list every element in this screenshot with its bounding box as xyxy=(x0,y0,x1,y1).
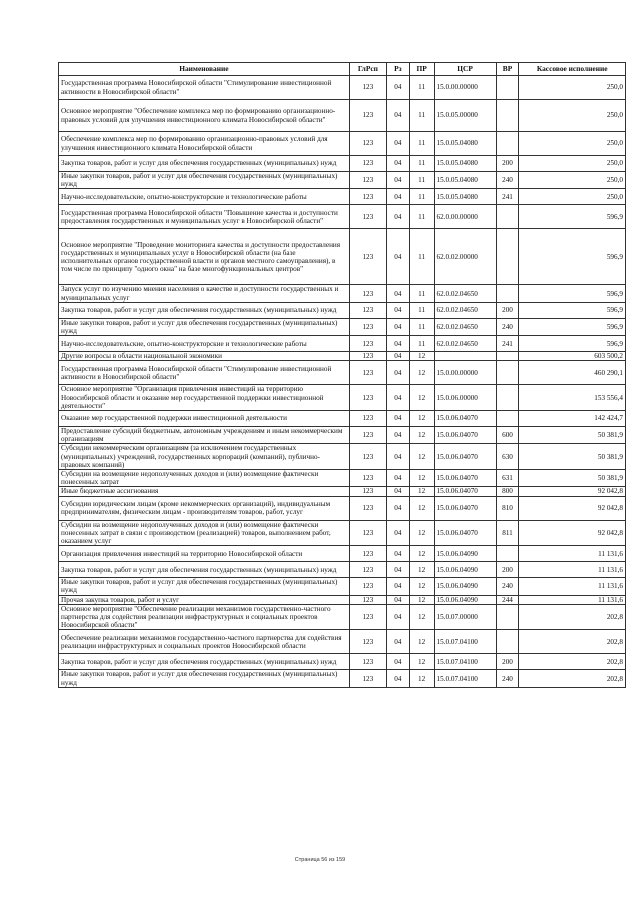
table-row xyxy=(59,205,626,229)
row-glrsp: 123 xyxy=(349,578,386,595)
row-pr: 11 xyxy=(409,336,434,352)
row-pr: 12 xyxy=(409,427,434,444)
row-name: Субсидии некоммерческим организациям (за исключением государственных (муниципальных) учреждений, государственных корпораций (компаний), публично-правовых компаний) xyxy=(59,444,350,470)
row-csr: 62.0.02.00000 xyxy=(434,229,496,285)
row-vr: 200 xyxy=(496,302,519,318)
row-amount: 250,0 xyxy=(519,156,626,172)
table-row xyxy=(59,100,626,132)
row-name: Научно-исследовательские, опытно-конструкторские и технологические работы xyxy=(59,336,350,352)
row-amount: 11 131,6 xyxy=(519,562,626,578)
row-pr: 12 xyxy=(409,630,434,654)
row-glrsp: 123 xyxy=(349,189,386,205)
row-csr: 62.0.02.04650 xyxy=(434,318,496,335)
row-csr: 15.0.06.04070 xyxy=(434,496,496,520)
row-glrsp: 123 xyxy=(349,604,386,630)
row-glrsp: 123 xyxy=(349,302,386,318)
row-pr: 12 xyxy=(409,470,434,487)
row-csr: 15.0.06.04070 xyxy=(434,444,496,470)
row-vr xyxy=(496,361,519,385)
table-row xyxy=(59,229,626,285)
row-rz: 04 xyxy=(386,205,409,229)
row-csr: 62.0.00.00000 xyxy=(434,205,496,229)
row-name: Основное мероприятие "Обеспечение реализации механизмов государственно-частного партнерства для содействия реализации инфраструктурных и социальных проектов Новосибирской области" xyxy=(59,604,350,630)
table-row xyxy=(59,546,626,562)
row-csr: 15.0.06.04070 xyxy=(434,427,496,444)
row-pr: 11 xyxy=(409,229,434,285)
row-amount: 250,0 xyxy=(519,76,626,100)
row-csr: 15.0.07.04100 xyxy=(434,654,496,670)
row-csr: 15.0.05.00000 xyxy=(434,100,496,132)
row-rz: 04 xyxy=(386,562,409,578)
row-rz: 04 xyxy=(386,229,409,285)
table-row xyxy=(59,562,626,578)
row-vr xyxy=(496,132,519,156)
row-amount: 596,9 xyxy=(519,205,626,229)
row-glrsp: 123 xyxy=(349,76,386,100)
row-rz: 04 xyxy=(386,595,409,604)
row-glrsp: 123 xyxy=(349,630,386,654)
table-row xyxy=(59,172,626,189)
table-row xyxy=(59,189,626,205)
table-row xyxy=(59,285,626,302)
row-pr: 12 xyxy=(409,654,434,670)
row-pr: 11 xyxy=(409,302,434,318)
row-pr: 11 xyxy=(409,189,434,205)
row-glrsp: 123 xyxy=(349,318,386,335)
table-row xyxy=(59,630,626,654)
table-row xyxy=(59,496,626,520)
row-name: Обеспечение реализации механизмов государственно-частного партнерства для содействия реализации инфраструктурных и социальных проектов Новосибирской области xyxy=(59,630,350,654)
row-pr: 11 xyxy=(409,100,434,132)
row-csr: 15.0.06.04070 xyxy=(434,487,496,496)
table-row xyxy=(59,352,626,361)
row-name: Запуск услуг по изучению мнения населения о качестве и доступности государственных и муниципальных услуг xyxy=(59,285,350,302)
row-pr: 12 xyxy=(409,562,434,578)
row-csr: 15.0.06.04070 xyxy=(434,520,496,546)
row-glrsp: 123 xyxy=(349,172,386,189)
row-glrsp: 123 xyxy=(349,411,386,427)
row-glrsp: 123 xyxy=(349,229,386,285)
row-csr: 15.0.06.04070 xyxy=(434,470,496,487)
row-csr: 15.0.06.04090 xyxy=(434,546,496,562)
row-pr: 11 xyxy=(409,318,434,335)
row-rz: 04 xyxy=(386,546,409,562)
row-rz: 04 xyxy=(386,411,409,427)
row-amount: 142 424,7 xyxy=(519,411,626,427)
row-pr: 12 xyxy=(409,361,434,385)
row-amount: 153 556,4 xyxy=(519,385,626,411)
row-pr: 12 xyxy=(409,520,434,546)
row-amount: 250,0 xyxy=(519,172,626,189)
row-amount: 92 042,8 xyxy=(519,496,626,520)
table-row xyxy=(59,385,626,411)
row-vr: 241 xyxy=(496,336,519,352)
row-csr: 15.0.06.04090 xyxy=(434,595,496,604)
row-csr: 15.0.05.04080 xyxy=(434,189,496,205)
row-vr: 240 xyxy=(496,318,519,335)
row-amount: 202,8 xyxy=(519,654,626,670)
row-csr: 15.0.07.00000 xyxy=(434,604,496,630)
row-name: Предоставление субсидий бюджетным, автономным учреждениям и иным некоммерческим организациям xyxy=(59,427,350,444)
row-glrsp: 123 xyxy=(349,132,386,156)
row-glrsp: 123 xyxy=(349,520,386,546)
table-row xyxy=(59,604,626,630)
budget-table-page xyxy=(58,62,626,688)
row-rz: 04 xyxy=(386,427,409,444)
row-name: Иные закупки товаров, работ и услуг для обеспечения государственных (муниципальных) нужд xyxy=(59,318,350,335)
row-amount: 11 131,6 xyxy=(519,578,626,595)
row-rz: 04 xyxy=(386,578,409,595)
row-name: Закупка товаров, работ и услуг для обеспечения государственных (муниципальных) нужд xyxy=(59,302,350,318)
row-vr: 240 xyxy=(496,172,519,189)
row-pr: 11 xyxy=(409,205,434,229)
row-amount: 92 042,8 xyxy=(519,487,626,496)
row-name: Прочая закупка товаров, работ и услуг xyxy=(59,595,350,604)
table-row xyxy=(59,654,626,670)
row-csr: 15.0.07.04100 xyxy=(434,630,496,654)
header-rz: Рз xyxy=(386,63,409,76)
row-amount: 50 381,9 xyxy=(519,427,626,444)
table-row xyxy=(59,318,626,335)
header-pr: ПР xyxy=(409,63,434,76)
table-row xyxy=(59,76,626,100)
row-amount: 596,9 xyxy=(519,318,626,335)
row-name: Обеспечение комплекса мер по формированию организационно-правовых условий для улучшения инвестиционного климата Новосибирской области xyxy=(59,132,350,156)
row-vr: 240 xyxy=(496,670,519,687)
row-csr: 15.0.06.04070 xyxy=(434,411,496,427)
row-pr: 12 xyxy=(409,444,434,470)
row-pr: 12 xyxy=(409,546,434,562)
row-pr: 12 xyxy=(409,411,434,427)
row-name: Субсидии на возмещение недополученных доходов и (или) возмещение фактически понесенных затрат в связи с производством (реализацией) товаров, выполнением работ, оказанием услуг xyxy=(59,520,350,546)
header-csr: ЦСР xyxy=(434,63,496,76)
table-header-row xyxy=(59,63,626,76)
row-amount: 11 131,6 xyxy=(519,595,626,604)
row-rz: 04 xyxy=(386,336,409,352)
row-amount: 250,0 xyxy=(519,189,626,205)
row-vr xyxy=(496,76,519,100)
row-glrsp: 123 xyxy=(349,100,386,132)
row-rz: 04 xyxy=(386,285,409,302)
row-rz: 04 xyxy=(386,302,409,318)
row-glrsp: 123 xyxy=(349,562,386,578)
row-vr xyxy=(496,604,519,630)
row-pr: 11 xyxy=(409,132,434,156)
row-vr xyxy=(496,385,519,411)
row-glrsp: 123 xyxy=(349,546,386,562)
table-row xyxy=(59,411,626,427)
row-vr: 200 xyxy=(496,654,519,670)
table-row xyxy=(59,361,626,385)
row-vr: 241 xyxy=(496,189,519,205)
row-amount: 202,8 xyxy=(519,604,626,630)
row-amount: 50 381,9 xyxy=(519,444,626,470)
row-rz: 04 xyxy=(386,487,409,496)
row-amount: 596,9 xyxy=(519,336,626,352)
row-rz: 04 xyxy=(386,352,409,361)
row-vr: 811 xyxy=(496,520,519,546)
row-rz: 04 xyxy=(386,604,409,630)
row-csr xyxy=(434,352,496,361)
row-glrsp: 123 xyxy=(349,352,386,361)
table-row xyxy=(59,670,626,687)
row-name: Закупка товаров, работ и услуг для обеспечения государственных (муниципальных) нужд xyxy=(59,156,350,172)
row-amount: 202,8 xyxy=(519,630,626,654)
row-vr xyxy=(496,285,519,302)
row-csr: 15.0.05.04080 xyxy=(434,156,496,172)
row-name: Государственная программа Новосибирской области "Стимулирование инвестиционной активности в Новосибирской области" xyxy=(59,76,350,100)
header-amount: Кассовое исполнение xyxy=(519,63,626,76)
row-pr: 11 xyxy=(409,76,434,100)
header-glrsp: ГлРсп xyxy=(349,63,386,76)
table-row xyxy=(59,520,626,546)
row-name: Закупка товаров, работ и услуг для обеспечения государственных (муниципальных) нужд xyxy=(59,654,350,670)
row-rz: 04 xyxy=(386,100,409,132)
row-vr xyxy=(496,546,519,562)
row-name: Иные бюджетные ассигнования xyxy=(59,487,350,496)
row-rz: 04 xyxy=(386,670,409,687)
row-amount: 250,0 xyxy=(519,100,626,132)
row-amount: 50 381,9 xyxy=(519,470,626,487)
row-pr: 12 xyxy=(409,385,434,411)
row-csr: 15.0.07.04100 xyxy=(434,670,496,687)
row-csr: 62.0.02.04650 xyxy=(434,285,496,302)
table-row xyxy=(59,470,626,487)
row-rz: 04 xyxy=(386,654,409,670)
row-csr: 15.0.00.00000 xyxy=(434,76,496,100)
table-row xyxy=(59,595,626,604)
row-name: Закупка товаров, работ и услуг для обеспечения государственных (муниципальных) нужд xyxy=(59,562,350,578)
row-vr: 240 xyxy=(496,578,519,595)
row-glrsp: 123 xyxy=(349,444,386,470)
table-row xyxy=(59,427,626,444)
row-rz: 04 xyxy=(386,496,409,520)
row-glrsp: 123 xyxy=(349,496,386,520)
header-name: Наименование xyxy=(59,63,350,76)
row-name: Государственная программа Новосибирской области "Стимулирование инвестиционной активности в Новосибирской области" xyxy=(59,361,350,385)
row-vr xyxy=(496,411,519,427)
row-name: Основное мероприятие "Проведение мониторинга качества и доступности предоставления государственных и муниципальных услуг в Новосибирской области (на базе исполнительных органов государственной власти и органов местного самоуправления), в том числе по принципу "одного окна" на базе многофункциональных центров" xyxy=(59,229,350,285)
row-csr: 62.0.02.04650 xyxy=(434,336,496,352)
row-name: Иные закупки товаров, работ и услуг для обеспечения государственных (муниципальных) нужд xyxy=(59,578,350,595)
row-amount: 92 042,8 xyxy=(519,520,626,546)
row-glrsp: 123 xyxy=(349,336,386,352)
row-glrsp: 123 xyxy=(349,670,386,687)
row-vr: 200 xyxy=(496,156,519,172)
row-csr: 62.0.02.04650 xyxy=(434,302,496,318)
row-csr: 15.0.05.04080 xyxy=(434,172,496,189)
row-csr: 15.0.06.04090 xyxy=(434,562,496,578)
row-name: Научно-исследовательские, опытно-конструкторские и технологические работы xyxy=(59,189,350,205)
row-glrsp: 123 xyxy=(349,385,386,411)
row-pr: 11 xyxy=(409,172,434,189)
budget-execution-table xyxy=(58,62,626,688)
row-amount: 250,0 xyxy=(519,132,626,156)
row-rz: 04 xyxy=(386,630,409,654)
row-vr xyxy=(496,352,519,361)
row-rz: 04 xyxy=(386,189,409,205)
row-amount: 202,8 xyxy=(519,670,626,687)
row-glrsp: 123 xyxy=(349,470,386,487)
row-pr: 12 xyxy=(409,670,434,687)
row-pr: 12 xyxy=(409,496,434,520)
row-name: Основное мероприятие "Обеспечение комплекса мер по формированию организационно-правовых условий для улучшения инвестиционного климата Новосибирской области" xyxy=(59,100,350,132)
row-glrsp: 123 xyxy=(349,361,386,385)
row-vr: 600 xyxy=(496,427,519,444)
row-name: Иные закупки товаров, работ и услуг для обеспечения государственных (муниципальных) нужд xyxy=(59,670,350,687)
row-glrsp: 123 xyxy=(349,205,386,229)
row-glrsp: 123 xyxy=(349,654,386,670)
row-vr xyxy=(496,229,519,285)
row-pr: 12 xyxy=(409,595,434,604)
table-row xyxy=(59,487,626,496)
row-pr: 12 xyxy=(409,352,434,361)
row-rz: 04 xyxy=(386,132,409,156)
table-row xyxy=(59,302,626,318)
row-rz: 04 xyxy=(386,172,409,189)
table-row xyxy=(59,132,626,156)
row-vr: 244 xyxy=(496,595,519,604)
row-glrsp: 123 xyxy=(349,285,386,302)
row-name: Субсидии на возмещение недополученных доходов и (или) возмещение фактически понесенных затрат xyxy=(59,470,350,487)
row-amount: 596,9 xyxy=(519,285,626,302)
row-vr xyxy=(496,630,519,654)
row-pr: 12 xyxy=(409,604,434,630)
row-glrsp: 123 xyxy=(349,595,386,604)
row-rz: 04 xyxy=(386,385,409,411)
row-csr: 15.0.00.00000 xyxy=(434,361,496,385)
row-rz: 04 xyxy=(386,76,409,100)
table-row xyxy=(59,578,626,595)
row-vr: 800 xyxy=(496,487,519,496)
row-rz: 04 xyxy=(386,470,409,487)
row-rz: 04 xyxy=(386,318,409,335)
table-row xyxy=(59,336,626,352)
row-name: Иные закупки товаров, работ и услуг для обеспечения государственных (муниципальных) нужд xyxy=(59,172,350,189)
row-amount: 603 500,2 xyxy=(519,352,626,361)
row-pr: 11 xyxy=(409,156,434,172)
row-rz: 04 xyxy=(386,156,409,172)
row-amount: 596,9 xyxy=(519,229,626,285)
row-pr: 12 xyxy=(409,578,434,595)
row-name: Государственная программа Новосибирской области "Повышение качества и доступности предоставления государственных и муниципальных услуг в Новосибирской области" xyxy=(59,205,350,229)
row-rz: 04 xyxy=(386,520,409,546)
row-rz: 04 xyxy=(386,361,409,385)
row-amount: 596,9 xyxy=(519,302,626,318)
table-row xyxy=(59,156,626,172)
row-glrsp: 123 xyxy=(349,487,386,496)
row-vr: 631 xyxy=(496,470,519,487)
row-name: Другие вопросы в области национальной экономики xyxy=(59,352,350,361)
row-name: Организация привлечения инвестиций на территорию Новосибирской области xyxy=(59,546,350,562)
row-vr: 810 xyxy=(496,496,519,520)
row-name: Оказание мер государственной поддержки инвестиционной деятельности xyxy=(59,411,350,427)
row-vr xyxy=(496,205,519,229)
row-vr xyxy=(496,100,519,132)
row-pr: 11 xyxy=(409,285,434,302)
row-rz: 04 xyxy=(386,444,409,470)
header-vr: ВР xyxy=(496,63,519,76)
row-csr: 15.0.05.04080 xyxy=(434,132,496,156)
row-vr: 200 xyxy=(496,562,519,578)
row-csr: 15.0.06.04090 xyxy=(434,578,496,595)
row-vr: 630 xyxy=(496,444,519,470)
page-number: Страница 56 из 159 xyxy=(294,857,346,863)
row-amount: 460 290,1 xyxy=(519,361,626,385)
row-pr: 12 xyxy=(409,487,434,496)
row-glrsp: 123 xyxy=(349,427,386,444)
row-glrsp: 123 xyxy=(349,156,386,172)
row-amount: 11 131,6 xyxy=(519,546,626,562)
table-row xyxy=(59,444,626,470)
row-name: Субсидии юридическим лицам (кроме некоммерческих организаций), индивидуальным предпринимателям, физическим лицам - производителям товаров, работ, услуг xyxy=(59,496,350,520)
row-name: Основное мероприятие "Организация привлечения инвестиций на территорию Новосибирской области и оказание мер государственной поддержки инвестиционной деятельности" xyxy=(59,385,350,411)
row-csr: 15.0.06.00000 xyxy=(434,385,496,411)
